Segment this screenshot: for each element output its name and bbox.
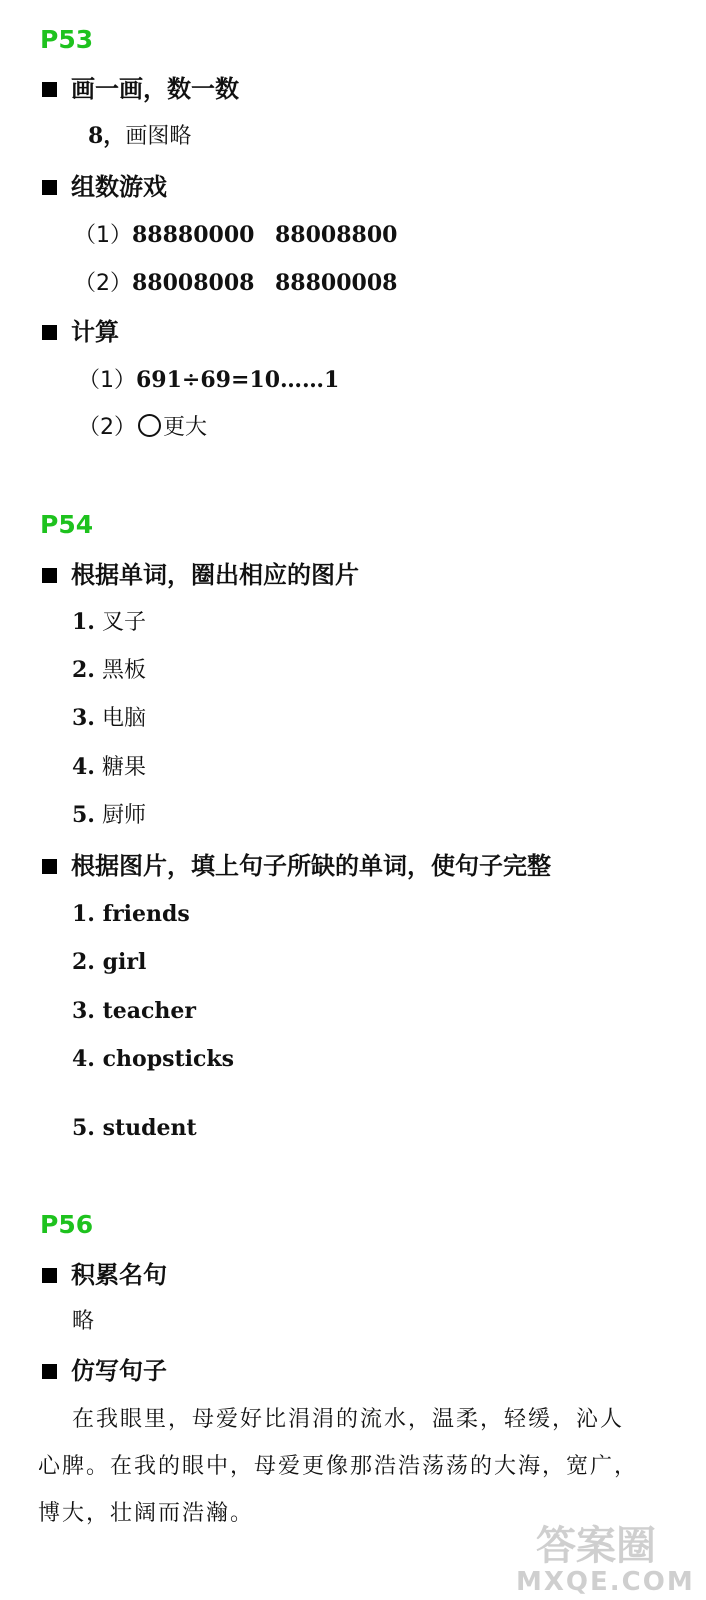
heading-number-game [42, 172, 167, 202]
item-number: 2. [72, 657, 95, 683]
square-bullet-icon [42, 180, 57, 195]
watermark-logo: 答案圈 [536, 1523, 656, 1569]
watermark-text: MXQE.COM [516, 1567, 695, 1597]
answer-number: 8， [88, 123, 126, 149]
page-label-p56: P56 [40, 1210, 94, 1239]
row-value-a: 88008008 [132, 270, 255, 296]
square-bullet-icon [42, 325, 57, 340]
line-text: 更大 [163, 415, 208, 440]
square-bullet-icon [42, 859, 57, 874]
heading-text: 积累名句 [71, 1261, 167, 1289]
circle-icon [138, 414, 161, 437]
item-text: 电脑 [101, 706, 146, 731]
list-item: 1. friends [72, 901, 190, 927]
list-item: 5. student [72, 1115, 197, 1141]
paragraph-line: 在我眼里，母爱好比涓涓的流水，温柔，轻缓，沁人 [72, 1407, 625, 1432]
list-item: 2. girl [72, 949, 147, 975]
list-item [72, 655, 146, 686]
heading-text: 根据图片，填上句子所缺的单词，使句子完整 [71, 852, 551, 880]
list-item [72, 752, 146, 783]
heading-imitate-sentence [42, 1356, 167, 1386]
square-bullet-icon [42, 82, 57, 97]
item-text: 厨师 [101, 803, 146, 828]
answer-text: 略 [72, 1309, 95, 1334]
list-item [72, 800, 146, 831]
heading-text: 仿写句子 [71, 1357, 167, 1385]
heading-circle-pictures [42, 560, 359, 590]
number-game-row-1 [74, 220, 474, 251]
heading-text: 根据单词，圈出相应的图片 [71, 561, 359, 589]
heading-text: 组数游戏 [71, 173, 167, 201]
list-item: 4. chopsticks [72, 1046, 235, 1072]
page-label-p53: P53 [40, 25, 94, 54]
line-index: （2） [78, 415, 136, 440]
imitate-paragraph [38, 1396, 678, 1537]
row-index: （2） [74, 271, 132, 296]
square-bullet-icon [42, 568, 57, 583]
line-index: （1） [78, 368, 136, 393]
heading-text: 画一画，数一数 [71, 75, 239, 103]
watermark [516, 1523, 695, 1597]
list-item: 3. teacher [72, 998, 197, 1024]
heading-famous-quotes [42, 1260, 167, 1290]
paragraph-line: 博大，壮阔而浩瀚。 [38, 1501, 255, 1526]
page-label-p54: P54 [40, 510, 94, 539]
item-number: 4. [72, 754, 95, 780]
list-item [72, 607, 146, 638]
row-value-b: 88800008 [275, 270, 398, 296]
list-item [72, 703, 146, 734]
calculation-expression: 691÷69=10……1 [136, 367, 340, 393]
heading-fill-words [42, 851, 551, 881]
answer-line [88, 121, 191, 152]
number-game-row-2 [74, 268, 474, 299]
item-text: 叉子 [101, 610, 146, 635]
item-text: 糖果 [101, 755, 146, 780]
item-number: 3. [72, 705, 95, 731]
item-number: 5. [72, 802, 95, 828]
answer-text: 画图略 [125, 124, 192, 149]
row-index: （1） [74, 223, 132, 248]
heading-draw-count [42, 74, 239, 104]
row-value-b: 88008800 [275, 222, 398, 248]
row-value-a: 88880000 [132, 222, 255, 248]
paragraph-line: 心脾。在我的眼中，母爱更像那浩浩荡荡的大海，宽广， [38, 1454, 639, 1479]
heading-calculate [42, 317, 119, 347]
calculate-line-1 [78, 365, 339, 396]
item-text: 黑板 [101, 658, 146, 683]
heading-text: 计算 [71, 318, 119, 346]
square-bullet-icon [42, 1364, 57, 1379]
square-bullet-icon [42, 1268, 57, 1283]
calculate-line-2 [78, 413, 207, 443]
item-number: 1. [72, 609, 95, 635]
